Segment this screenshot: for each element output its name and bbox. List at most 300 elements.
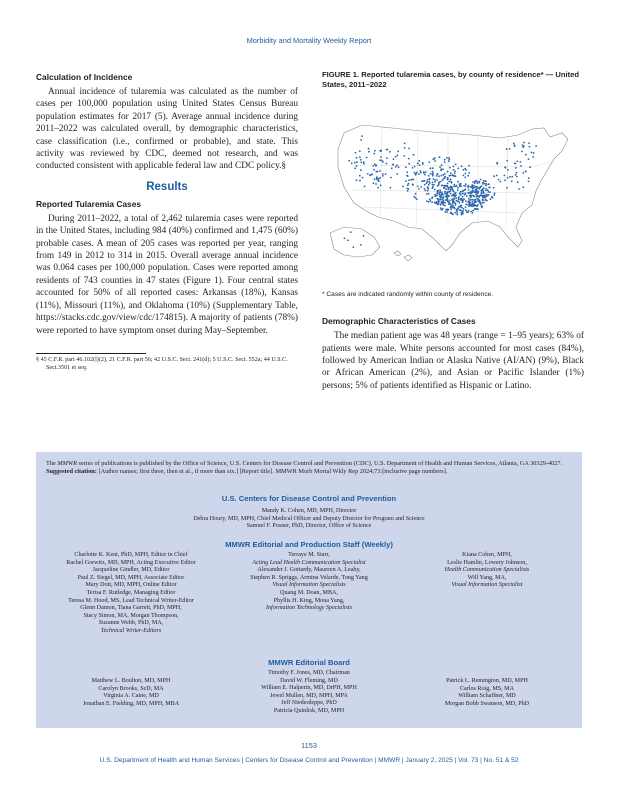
case-dot xyxy=(528,158,530,160)
case-dot xyxy=(525,171,527,173)
case-dot xyxy=(432,171,434,173)
case-dot xyxy=(481,202,483,204)
case-dot xyxy=(411,179,413,181)
case-dot xyxy=(416,172,418,174)
case-dot xyxy=(434,196,436,198)
case-dot xyxy=(432,167,434,169)
case-dot xyxy=(434,179,436,181)
case-dot xyxy=(429,168,431,170)
staff-col-3: Kiana Cohen, MPH, Leslie Hamlin, Lowery Johnson, Health Communication Specialists Will Yang, MA, Visual Information Specialist xyxy=(444,552,530,589)
case-dot xyxy=(469,202,471,204)
case-dot xyxy=(377,187,379,189)
case-dot xyxy=(363,163,365,165)
case-dot xyxy=(396,165,398,167)
case-dot xyxy=(484,199,486,201)
case-dot xyxy=(405,166,407,168)
case-dot xyxy=(477,187,479,189)
case-dot xyxy=(468,165,470,167)
case-dot xyxy=(418,173,420,175)
case-dot xyxy=(522,172,524,174)
case-dot xyxy=(415,174,417,176)
case-dot xyxy=(385,173,387,175)
case-dot xyxy=(484,195,486,197)
case-dot xyxy=(488,191,490,193)
case-dot xyxy=(513,143,515,145)
case-dot xyxy=(395,156,397,158)
case-dot xyxy=(506,148,508,150)
case-dot xyxy=(465,204,467,206)
reported-paragraph: During 2011–2022, a total of 2,462 tularemia cases were reported in the United States, including 984 (40%) confirmed and 1,475 (60%) probable cases. A mean of 205 cases was reported per year, ranging from 149 in 2012 to 314 in 2015. Overall average annual incidence was 0.064 cases per 100,000 population. Cases were reported among residents of 743 counties in 47 states (Figure 1). Four central states accounted for 50% of all reported cases: Arkansas (18%), Kansas (11%), Missouri (11%), and Oklahoma (10%) (Supplementary Table, https://stacks.cdc.gov/view/cdc/174815). A majority of patients (78%) were reported to have symptom onset during May–September. xyxy=(36,213,298,336)
case-dot xyxy=(367,173,369,175)
case-dot xyxy=(377,171,379,173)
case-dot xyxy=(522,186,524,188)
case-dot xyxy=(446,157,448,159)
case-dot xyxy=(417,163,419,165)
case-dot xyxy=(354,168,356,170)
case-dot xyxy=(467,185,469,187)
case-dot xyxy=(467,192,469,194)
case-dot xyxy=(465,173,467,175)
case-dot xyxy=(442,197,444,199)
case-dot xyxy=(402,186,404,188)
case-dot xyxy=(422,163,424,165)
case-dot xyxy=(450,179,452,181)
case-dot xyxy=(397,155,399,157)
case-dot xyxy=(403,155,405,157)
case-dot xyxy=(471,186,473,188)
case-dot xyxy=(523,142,525,144)
case-dot xyxy=(378,180,380,182)
case-dot xyxy=(374,164,376,166)
case-dot xyxy=(453,166,455,168)
case-dot xyxy=(407,175,409,177)
case-dot xyxy=(528,177,530,179)
case-dot xyxy=(446,211,448,213)
case-dot xyxy=(363,161,365,163)
case-dot xyxy=(422,180,424,182)
case-dot xyxy=(486,200,488,202)
case-dot xyxy=(463,185,465,187)
cdc-heading: U.S. Centers for Disease Control and Prevention xyxy=(221,494,397,503)
case-dot xyxy=(413,154,415,156)
case-dot xyxy=(492,197,494,199)
case-dot xyxy=(450,193,452,195)
case-dot xyxy=(488,187,490,189)
case-dot xyxy=(426,183,428,185)
case-dot xyxy=(468,201,470,203)
case-dot xyxy=(429,182,431,184)
case-dot xyxy=(447,194,449,196)
case-dot xyxy=(481,193,483,195)
case-dot xyxy=(438,200,440,202)
case-dot xyxy=(431,201,433,203)
case-dot xyxy=(442,179,444,181)
case-dot xyxy=(476,181,478,183)
case-dot xyxy=(531,152,533,154)
case-dot xyxy=(509,148,511,150)
case-dot xyxy=(380,150,382,152)
intro-text: The MMWR series of publications is published by the Office of Science, U.S. Centers for Disease Control and Prevention (CDC), U.S. Department of Health and Human Services, Atlanta, GA 30329-4027. Suggested citation: [Author names; first three, then et al., if more than six.] [Report title]. MMWR Morb Mortal Wkly Rep 2024;73:[inclusive page numbers]. xyxy=(46,460,563,476)
case-dot xyxy=(493,175,495,177)
case-dot xyxy=(448,188,450,190)
case-dot xyxy=(418,188,420,190)
case-dot xyxy=(444,173,446,175)
case-dot xyxy=(449,187,451,189)
case-dot xyxy=(428,162,430,164)
case-dot xyxy=(443,187,445,189)
case-dot xyxy=(485,188,487,190)
case-dot xyxy=(454,184,456,186)
case-dot xyxy=(344,238,346,240)
case-dot xyxy=(505,167,507,169)
case-dot xyxy=(450,181,452,183)
case-dot xyxy=(407,188,409,190)
case-dot xyxy=(496,163,498,165)
case-dot xyxy=(382,161,384,163)
cdc-leadership: Mandy K. Cohen, MD, MPH, Director Debra Houry, MD, MPH, Chief Medical Officer and Deputy Director for Program and Science Samuel F. Posner, PhD, Director, Office of Science xyxy=(193,508,425,530)
case-dot xyxy=(444,177,446,179)
case-dot xyxy=(514,145,516,147)
case-dot xyxy=(455,203,457,205)
case-dot xyxy=(484,197,486,199)
case-dot xyxy=(490,198,492,200)
footnote: § 45 C.F.R. part 46.102(l)(2), 21 C.F.R. part 56; 42 U.S.C. Sect. 241(d); 5 U.S.C. Sect. 552a; 44 U.S.C. Sect.3501 et seq. xyxy=(36,356,288,371)
case-dot xyxy=(453,169,455,171)
case-dot xyxy=(437,198,439,200)
case-dot xyxy=(460,191,462,193)
case-dot xyxy=(440,199,442,201)
case-dot xyxy=(507,169,509,171)
case-dot xyxy=(362,177,364,179)
case-dot xyxy=(414,172,416,174)
case-dot xyxy=(397,151,399,153)
case-dot xyxy=(464,177,466,179)
reported-heading: Reported Tularemia Cases xyxy=(36,198,142,209)
us-county-map xyxy=(322,95,584,285)
case-dot xyxy=(373,169,375,171)
case-dot xyxy=(389,151,391,153)
case-dot xyxy=(461,212,463,214)
case-dot xyxy=(440,181,442,183)
case-dot xyxy=(355,152,357,154)
case-dot xyxy=(439,156,441,158)
case-dot xyxy=(480,190,482,192)
case-dot xyxy=(472,199,474,201)
case-dot xyxy=(487,189,489,191)
case-dot xyxy=(441,175,443,177)
demo-paragraph: The median patient age was 48 years (range = 1–95 years); 63% of patients were male. White persons accounted for most cases (84%), followed by American Indian or Alaska Native (AI/AN) (9%), Black or African American (2%), and Asian or Pacific Islander (1%) persons; 5% of patients identified as Hispanic or Latino. xyxy=(322,331,584,391)
case-dot xyxy=(415,197,417,199)
case-dot xyxy=(412,167,414,169)
case-dot xyxy=(529,166,531,168)
case-dot xyxy=(467,204,469,206)
running-header: Morbidity and Mortality Weekly Report xyxy=(246,36,372,45)
case-dot xyxy=(360,169,362,171)
case-dot xyxy=(445,185,447,187)
case-dot xyxy=(455,192,457,194)
case-dot xyxy=(447,187,449,189)
case-dot xyxy=(382,175,384,177)
case-dot xyxy=(360,159,362,161)
case-dot xyxy=(370,174,372,176)
case-dot xyxy=(366,157,368,159)
case-dot xyxy=(455,176,457,178)
case-dot xyxy=(471,201,473,203)
staff-col-2: Terraye M. Starr, Acting Lead Health Communication Specialist Alexander J. Gottardy, Maureen A. Leahy, Stephen R. Spriggs, Armina Velarde, Tong Yang Visual Information Specialists Quang M. Doan, MBA, Phyllis H. King, Moua Yang, Information Technology Specialists xyxy=(250,552,368,612)
case-dot xyxy=(464,192,466,194)
case-dot xyxy=(462,193,464,195)
case-dot xyxy=(441,202,443,204)
case-dot xyxy=(525,154,527,156)
case-dot xyxy=(444,205,446,207)
case-dot xyxy=(440,204,442,206)
case-dot xyxy=(364,186,366,188)
case-dot xyxy=(441,164,443,166)
case-dot xyxy=(470,211,472,213)
right-column xyxy=(322,70,584,392)
case-dot xyxy=(439,194,441,196)
case-dot xyxy=(442,174,444,176)
case-dot xyxy=(477,198,479,200)
case-dot xyxy=(456,185,458,187)
case-dot xyxy=(414,166,416,168)
case-dot xyxy=(517,181,519,183)
case-dot xyxy=(494,193,496,195)
case-dot xyxy=(469,205,471,207)
case-dot xyxy=(487,184,489,186)
case-dot xyxy=(468,189,470,191)
case-dot xyxy=(449,175,451,177)
staff-col-1: Charlotte K. Kent, PhD, MPH, Editor in Chief Rachel Gorwitz, MD, MPH, Acting Executive Editor Jacqueline Gindler, MD, Editor Paul Z. Siegel, MD, MPH, Associate Editor Mary Dott, MD, MPH, Online Editor Terisa F. Rutledge, Managing Editor Teresa M. Hood, MS, Lead Technical Writer-Editor Glenn Damon, Tiana Garrett, PhD, MPH, Stacy Simon, MA, Morgan Thompson, Suzanne Webb, PhD, MA, Technical Writer-Editors xyxy=(66,552,196,634)
case-dot xyxy=(437,185,439,187)
footnote-rule xyxy=(36,353,146,354)
publication-info-box xyxy=(36,452,582,728)
case-dot xyxy=(506,187,508,189)
case-dot xyxy=(457,168,459,170)
case-dot xyxy=(439,192,441,194)
case-dot xyxy=(448,159,450,161)
calc-paragraph: Annual incidence of tularemia was calculated as the number of cases per 100,000 population using United States Census Bureau population estimates for 2017 (5). Average annual incidence during 2011–2022 was calculated overall, by demographic characteristics, case classification (i.e., confirmed or probable), and state. This activity was reviewed by CDC, deemed not research, and was conducted consistent with applicable federal law and CDC policy.§ xyxy=(36,87,298,172)
case-dot xyxy=(446,209,448,211)
case-dot xyxy=(459,183,461,185)
case-dot xyxy=(528,142,530,144)
case-dot xyxy=(532,156,534,158)
case-dot xyxy=(447,171,449,173)
case-dot xyxy=(447,197,449,199)
case-dot xyxy=(426,200,428,202)
case-dot xyxy=(363,235,365,237)
case-dot xyxy=(449,200,451,202)
case-dot xyxy=(424,184,426,186)
case-dot xyxy=(465,206,467,208)
case-dot xyxy=(451,188,453,190)
case-dot xyxy=(493,187,495,189)
case-dot xyxy=(392,164,394,166)
case-dot xyxy=(462,190,464,192)
case-dot xyxy=(444,191,446,193)
case-dot xyxy=(438,202,440,204)
figure-title: FIGURE 1. Reported tularemia cases, by county of residence* — United States, 2011–2022 xyxy=(322,70,579,89)
case-dot xyxy=(429,179,431,181)
case-dot xyxy=(452,203,454,205)
case-dot xyxy=(474,182,476,184)
case-dot xyxy=(457,208,459,210)
case-dot xyxy=(472,195,474,197)
case-dot xyxy=(408,183,410,185)
case-dot xyxy=(482,190,484,192)
case-dot xyxy=(439,190,441,192)
case-dot xyxy=(398,167,400,169)
case-dot xyxy=(425,171,427,173)
case-dot xyxy=(372,165,374,167)
case-dot xyxy=(444,161,446,163)
board-col-1: Matthew L. Boulton, MD, MPH Carolyn Brooks, ScD, MA Virginia A. Caine, MD Jonathan E. Fielding, MD, MPH, MBA xyxy=(82,678,180,707)
case-dot xyxy=(450,212,452,214)
case-dot xyxy=(463,194,465,196)
case-dot xyxy=(391,168,393,170)
case-dot xyxy=(444,211,446,213)
case-dot xyxy=(453,197,455,199)
page-number: 1153 xyxy=(301,741,317,750)
case-dot xyxy=(496,175,498,177)
case-dot xyxy=(484,181,486,183)
case-dot xyxy=(518,188,520,190)
case-dot xyxy=(416,198,418,200)
case-dot xyxy=(533,152,535,154)
case-dot xyxy=(493,194,495,196)
case-dot xyxy=(460,194,462,196)
case-dot xyxy=(470,199,472,201)
case-dot xyxy=(499,181,501,183)
case-dot xyxy=(406,171,408,173)
case-dot xyxy=(462,210,464,212)
case-dot xyxy=(453,185,455,187)
case-dot xyxy=(441,193,443,195)
case-dot xyxy=(457,189,459,191)
case-dot xyxy=(440,168,442,170)
calc-heading: Calculation of Incidence xyxy=(36,72,133,82)
case-dot xyxy=(420,186,422,188)
case-dot xyxy=(488,194,490,196)
case-dot xyxy=(451,199,453,201)
case-dot xyxy=(442,208,444,210)
case-dot xyxy=(440,207,442,209)
case-dot xyxy=(472,181,474,183)
case-dot xyxy=(459,209,461,211)
case-dot xyxy=(404,147,406,149)
case-dot xyxy=(468,172,470,174)
case-dot xyxy=(408,158,410,160)
case-dot xyxy=(452,214,454,216)
case-dot xyxy=(474,187,476,189)
case-dot xyxy=(427,186,429,188)
case-dot xyxy=(448,157,450,159)
case-dot xyxy=(476,192,478,194)
case-dot xyxy=(380,156,382,158)
case-dot xyxy=(478,199,480,201)
case-dot xyxy=(453,206,455,208)
case-dot xyxy=(444,202,446,204)
board-col-3: Patrick L. Remington, MD, MPH Carlos Roig, MS, MA William Schaffner, MD Morgan Bobb Swanson, MD, PhD xyxy=(444,678,530,707)
case-dot xyxy=(448,160,450,162)
case-dot xyxy=(465,169,467,171)
case-dot xyxy=(528,181,530,183)
case-dot xyxy=(442,169,444,171)
case-dot xyxy=(459,202,461,204)
case-dot xyxy=(445,188,447,190)
case-dot xyxy=(431,198,433,200)
case-dot xyxy=(465,200,467,202)
case-dot xyxy=(458,196,460,198)
case-dot xyxy=(432,184,434,186)
case-dot xyxy=(472,210,474,212)
case-dot xyxy=(482,199,484,201)
case-dot xyxy=(374,150,376,152)
case-dot xyxy=(415,193,417,195)
case-dot xyxy=(529,146,531,148)
case-dot xyxy=(375,165,377,167)
case-dot xyxy=(439,166,441,168)
case-dot xyxy=(520,161,522,163)
case-dot xyxy=(393,158,395,160)
case-dot xyxy=(440,195,442,197)
case-dot xyxy=(395,166,397,168)
case-dot xyxy=(350,231,352,233)
case-dot xyxy=(480,179,482,181)
case-dot xyxy=(347,240,349,242)
case-dot xyxy=(481,205,483,207)
case-dot xyxy=(348,160,350,162)
results-heading: Results xyxy=(146,180,188,193)
case-dot xyxy=(448,191,450,193)
case-dot xyxy=(504,175,506,177)
case-dot xyxy=(434,194,436,196)
case-dot xyxy=(474,208,476,210)
case-dot xyxy=(475,190,477,192)
case-dot xyxy=(387,149,389,151)
case-dot xyxy=(455,197,457,199)
case-dot xyxy=(434,189,436,191)
case-dot xyxy=(456,209,458,211)
case-dot xyxy=(474,199,476,201)
case-dot xyxy=(428,175,430,177)
case-dot xyxy=(520,165,522,167)
case-dot xyxy=(430,173,432,175)
case-dot xyxy=(517,161,519,163)
case-dot xyxy=(515,163,517,165)
case-dot xyxy=(437,191,439,193)
case-dot xyxy=(427,179,429,181)
case-dot xyxy=(455,164,457,166)
case-dot xyxy=(432,187,434,189)
case-dot xyxy=(432,158,434,160)
case-dot xyxy=(428,193,430,195)
case-dot xyxy=(504,180,506,182)
case-dot xyxy=(420,170,422,172)
case-dot xyxy=(424,188,426,190)
case-dot xyxy=(468,198,470,200)
case-dot xyxy=(442,200,444,202)
case-dot xyxy=(373,153,375,155)
case-dot xyxy=(360,162,362,164)
case-dot xyxy=(479,202,481,204)
case-dot xyxy=(509,176,511,178)
case-dot xyxy=(507,177,509,179)
case-dot xyxy=(446,200,448,202)
case-dot xyxy=(386,157,388,159)
case-dot xyxy=(374,179,376,181)
case-dot xyxy=(436,201,438,203)
